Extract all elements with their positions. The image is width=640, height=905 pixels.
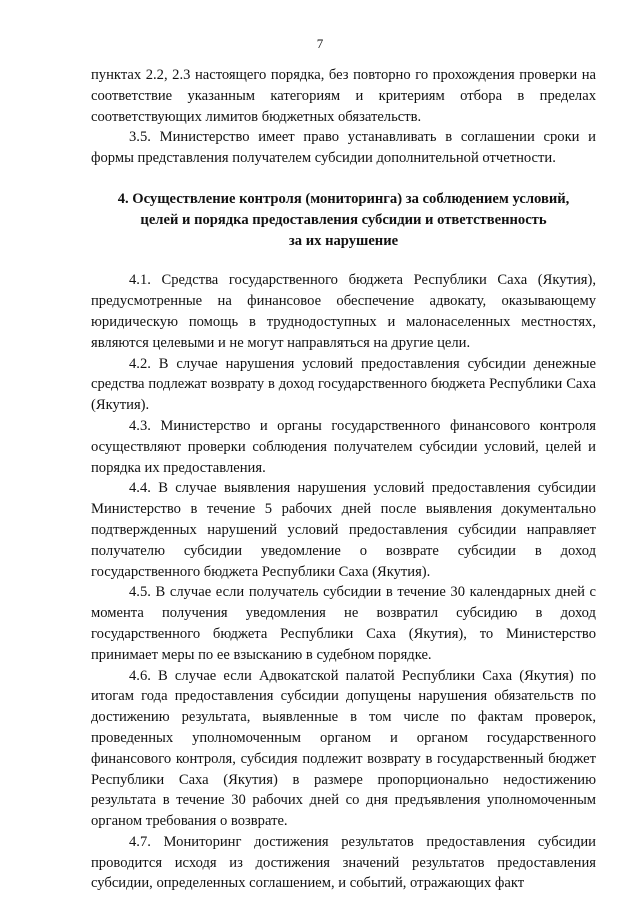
section-title xyxy=(91,189,596,251)
paragraph-4-7: 4.7. Мониторинг достижения результатов предоставления субсидии проводится исходя из достижения значений результатов предоставления субсидии, определенных соглашением, и событий, отражающих факт xyxy=(91,833,596,892)
paragraph-4-2: 4.2. В случае нарушения условий предоставления субсидии денежные средства подлежат возврату в доход государственного бюджета Республики Саха (Якутия). xyxy=(91,355,596,414)
paragraph-continuation: пунктах 2.2, 2.3 настоящего порядка, без повторно го прохождения проверки на соответствие указанным категориям и критериям отбора в пределах соответствующих лимитов бюджетных обязательств. xyxy=(91,67,596,125)
paragraph-4-5: 4.5. В случае если получатель субсидии в течение 30 календарных дней с момента получения уведомления не возвратил субсидию в доход государственного бюджета Республики Саха (Якутия), то Министерство принимает меры по ее взысканию в судебном порядке. xyxy=(91,584,596,663)
page-number: 7 xyxy=(316,36,324,51)
paragraph-4-4: 4.4. В случае выявления нарушения условий предоставления субсидии Министерство в течение 5 рабочих дней после выявления документально подтвержденных нарушений условий предоставления субсидии направляет получателю субсидии уведомление о возврате субсидии в доход государственного бюджета Республики Саха (Якутия). xyxy=(91,480,596,580)
section-title-line: целей и порядка предоставления субсидии и ответственность xyxy=(140,211,547,228)
section-title-line: 4. Осуществление контроля (мониторинга) за соблюдением условий, xyxy=(117,190,570,207)
paragraph-4-6: 4.6. В случае если Адвокатской палатой Республики Саха (Якутия) по итогам года предоставления субсидии допущены нарушения обязательств по достижению результата, выявленные в том числе по фактам проверок, проведенных уполномоченным органом и органом государственного финансового контроля, субсидия подлежит возврату в государственный бюджет Республики Саха (Якутия) в размере пропорционально недостижению результата в течение 30 рабочих дней со дня предъявления уполномоченным органом требования о возврате. xyxy=(91,667,596,830)
section-title-line: за их нарушение xyxy=(288,232,399,249)
paragraph-3-5: 3.5. Министерство имеет право устанавливать в соглашении сроки и формы представления получателем субсидии дополнительной отчетности. xyxy=(91,129,596,167)
document-body xyxy=(91,65,596,894)
paragraph-4-3: 4.3. Министерство и органы государственного финансового контроля осуществляют проверки соблюдения получателем субсидии условий, целей и порядка их предоставления. xyxy=(91,417,596,476)
paragraph-4-1: 4.1. Средства государственного бюджета Республики Саха (Якутия), предусмотренные на финансовое обеспечение адвокату, оказывающему юридическую помощь в труднодоступных и малонаселенных местностях, являются целевыми и не могут направляться на другие цели. xyxy=(91,272,596,351)
